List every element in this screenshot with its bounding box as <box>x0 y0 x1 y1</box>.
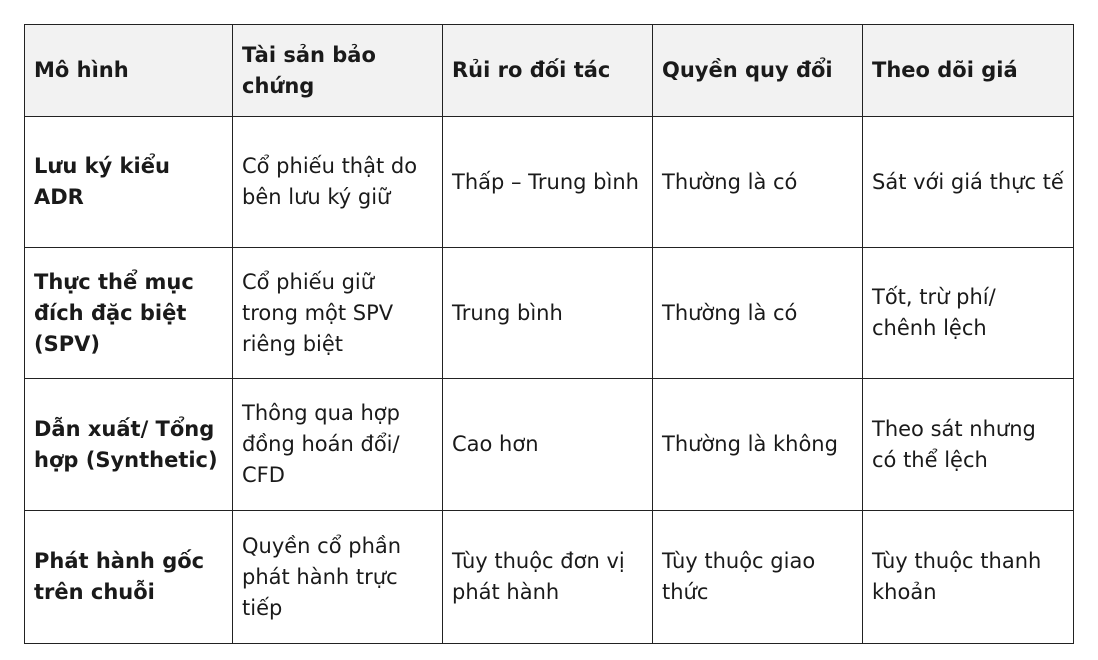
cell-backing-asset: Quyền cổ phần phát hành trực tiếp <box>233 511 443 644</box>
cell-price-tracking: Sát với giá thực tế <box>863 117 1074 248</box>
cell-counterparty-risk: Tùy thuộc đơn vị phát hành <box>443 511 653 644</box>
cell-model: Lưu ký kiểu ADR <box>25 117 233 248</box>
cell-backing-asset: Cổ phiếu giữ trong một SPV riêng biệt <box>233 248 443 379</box>
cell-redemption-right: Thường là có <box>653 117 863 248</box>
cell-redemption-right: Thường là có <box>653 248 863 379</box>
table-row <box>25 248 1074 379</box>
cell-price-tracking: Theo sát nhưng có thể lệch <box>863 379 1074 511</box>
comparison-table <box>24 24 1074 644</box>
cell-backing-asset: Thông qua hợp đồng hoán đổi/ CFD <box>233 379 443 511</box>
cell-model: Phát hành gốc trên chuỗi <box>25 511 233 644</box>
header-model: Mô hình <box>25 25 233 117</box>
cell-model: Dẫn xuất/ Tổng hợp (Synthetic) <box>25 379 233 511</box>
header-backing-asset: Tài sản bảo chứng <box>233 25 443 117</box>
cell-price-tracking: Tùy thuộc thanh khoản <box>863 511 1074 644</box>
cell-counterparty-risk: Thấp – Trung bình <box>443 117 653 248</box>
cell-counterparty-risk: Cao hơn <box>443 379 653 511</box>
table-row <box>25 117 1074 248</box>
cell-price-tracking: Tốt, trừ phí/ chênh lệch <box>863 248 1074 379</box>
table-row <box>25 511 1074 644</box>
cell-counterparty-risk: Trung bình <box>443 248 653 379</box>
table-row <box>25 379 1074 511</box>
cell-backing-asset: Cổ phiếu thật do bên lưu ký giữ <box>233 117 443 248</box>
cell-model: Thực thể mục đích đặc biệt (SPV) <box>25 248 233 379</box>
header-counterparty-risk: Rủi ro đối tác <box>443 25 653 117</box>
table-header-row <box>25 25 1074 117</box>
header-price-tracking: Theo dõi giá <box>863 25 1074 117</box>
header-redemption-right: Quyền quy đổi <box>653 25 863 117</box>
cell-redemption-right: Thường là không <box>653 379 863 511</box>
cell-redemption-right: Tùy thuộc giao thức <box>653 511 863 644</box>
